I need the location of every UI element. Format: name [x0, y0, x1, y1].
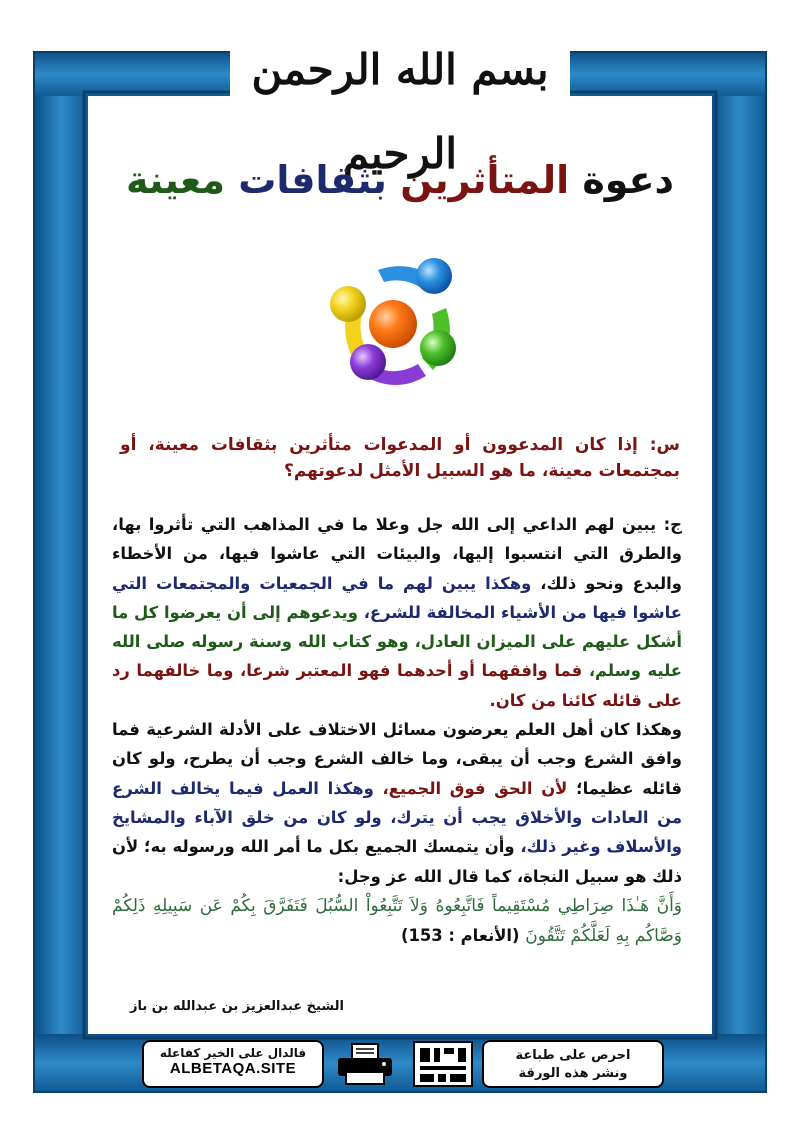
basmala-calligraphy: بسم الله الرحمن الرحيم	[251, 45, 549, 178]
people-circle-logo-icon	[318, 248, 468, 398]
answer-text	[112, 510, 682, 951]
author-name: الشيخ عبدالعزيز بن عبدالله بن باز	[130, 999, 344, 1014]
title-word-3: بثقافات	[238, 158, 387, 202]
title-word-1: دعوة	[582, 158, 675, 202]
answer-part-4: فما وافقهما أو أحدهما فهو المعتبر شرعا، وما خالفهما رد على قائله كائنا من كان.	[112, 661, 682, 710]
answer-part-6: لأن الحق فوق الجميع،	[382, 778, 577, 798]
question-text: س: إذا كان المدعوون أو المدعوات متأثرين بثقافات معينة، أو بمجتمعات معينة، ما هو السبيل الأمثل لدعوتهم؟	[120, 435, 680, 481]
answer-part-2: وهكذا يبين لهم ما في الجمعيات والمجتمعات التي عاشوا فيها من الأشياء المخالفة للشرع،	[112, 573, 682, 622]
title-word-2: المتأثرين	[400, 158, 570, 202]
footer-promo-text: فالدال على الخير كفاعله	[159, 1046, 307, 1060]
answer-part-7: وهكذا العمل فيما يخالف الشرع من العادات والأخلاق يجب أن يترك، ولو كان من خلق الآباء والمشايخ والأسلاف وغير ذلك،	[112, 778, 682, 857]
footer-right-box	[482, 1040, 664, 1088]
page-title	[88, 152, 712, 208]
site-link[interactable]: ALBETAQA.SITE	[169, 1060, 297, 1077]
answer-part-8: وأن يتمسك الجميع بكل ما أمر الله ورسوله به؛ لأن ذلك هو سبيل النجاة، كما قال الله عز وجل:	[112, 837, 682, 886]
printer-icon	[330, 1042, 400, 1086]
albetaqa-logo-icon	[410, 1040, 476, 1088]
answer-part-5: وهكذا كان أهل العلم يعرضون مسائل الاختلاف على الأدلة الشرعية فما وافق الشرع وجب أن يبقى، وما خالف الشرع وجب أن يطرح، ولو كان قائله عظيما؛	[112, 720, 682, 798]
quran-verse: وَأَنَّ هَـٰذَا صِرَاطِي مُسْتَقِيماً فَاتَّبِعُوهُ وَلاَ تَتَّبِعُواْ السُّبُلَ فَتَفَرَّقَ بِكُمْ عَن سَبِيلِهِ ذَلِكُمْ وَصَّاكُم بِهِ لَعَلَّكُمْ تَتَّقُونَ	[112, 895, 682, 947]
verse-reference: (الأنعام : 153)	[400, 926, 520, 946]
footer-bar	[132, 1040, 668, 1088]
title-word-4: معينة	[125, 158, 225, 202]
footer-left-box	[142, 1040, 324, 1088]
answer-part-1: ج: يبين لهم الداعي إلى الله جل وعلا ما في المذاهب التي تأثروا بها، والطرق التي انتسبوا إليها، والبيئات التي عاشوا فيها، من الأخطاء والبدع ونحو ذلك،	[112, 515, 682, 593]
answer-part-3: ويدعوهم إلى أن يعرضوا كل ما أشكل عليهم على الميزان العادل، وهو كتاب الله وسنة رسوله صلى الله عليه وسلم،	[112, 602, 682, 681]
footer-right-line-1: احرص على طباعة	[515, 1048, 631, 1063]
footer-right-line-2: ونشر هذه الورقة	[518, 1066, 628, 1081]
